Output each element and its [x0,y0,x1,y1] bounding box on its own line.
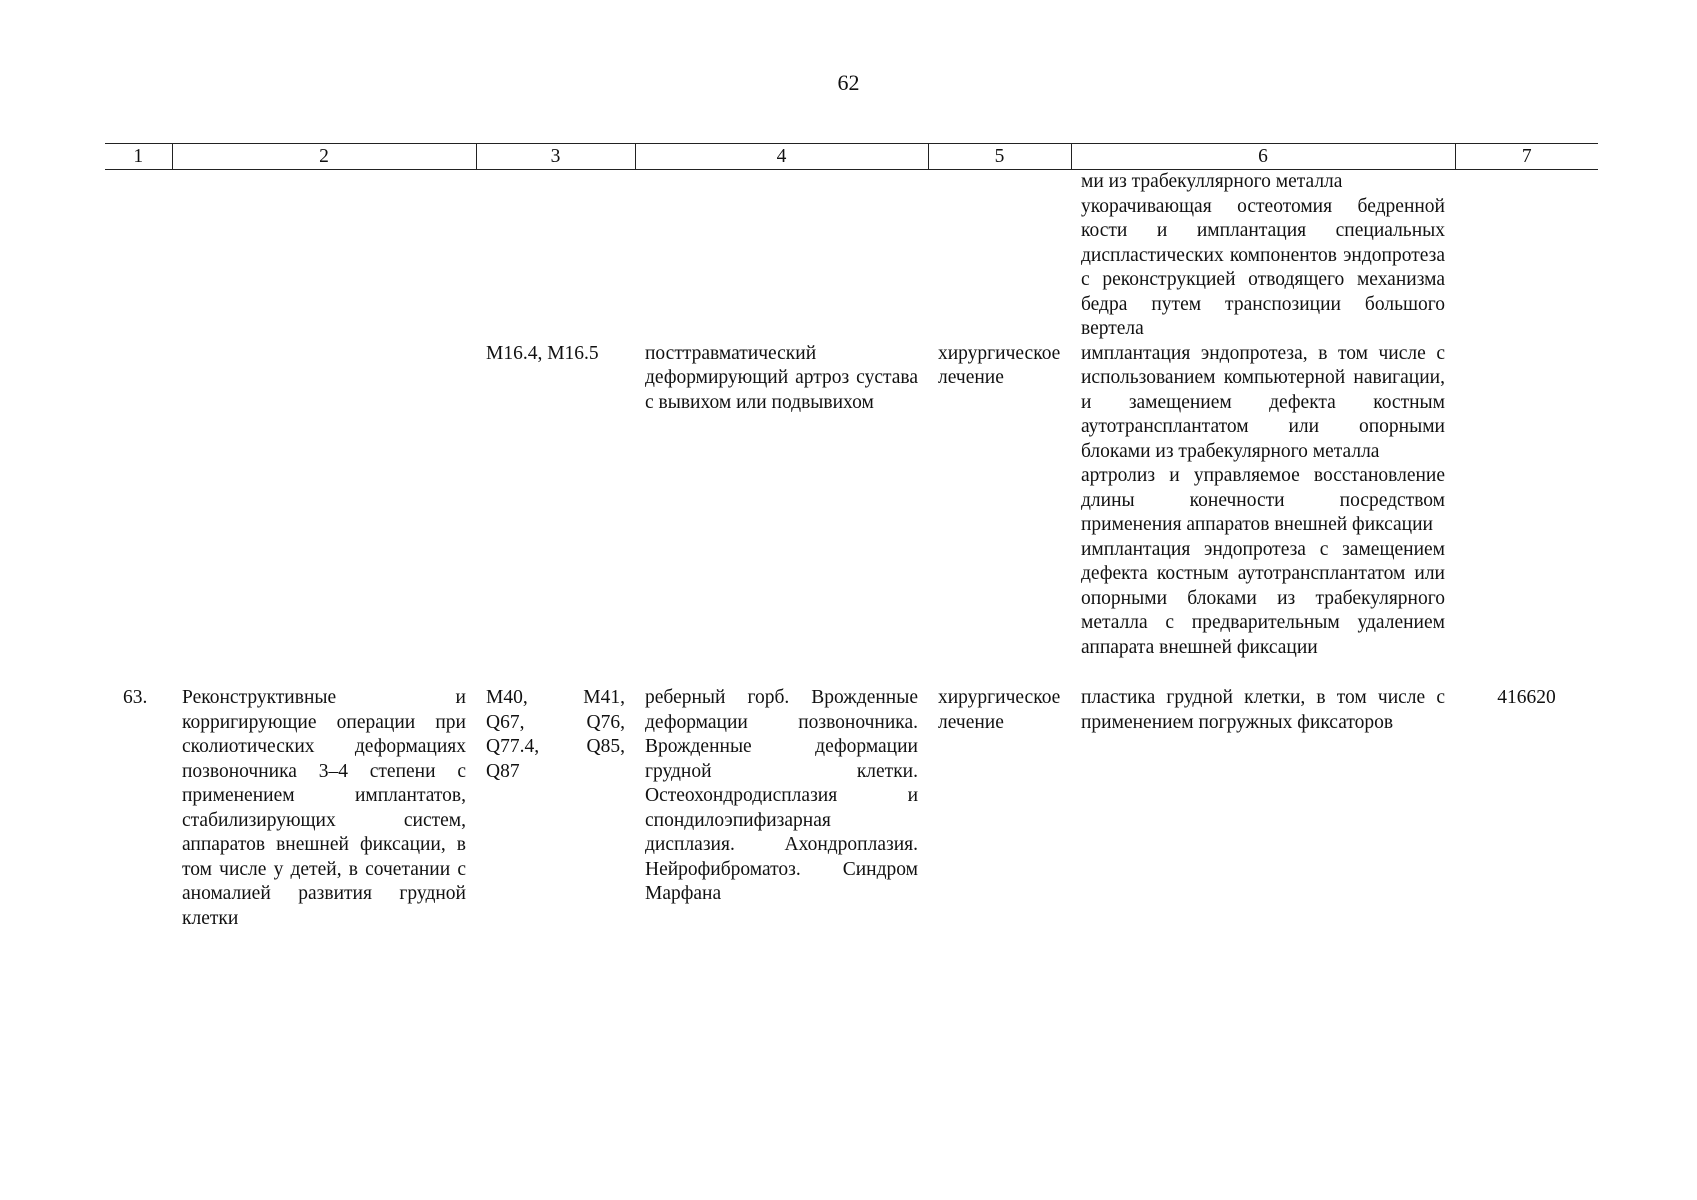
table-row-continued [105,170,1598,342]
icd-code: Q77.4, [486,736,540,757]
diagnosis-cell: реберный горб. Врожденные деформации позвоночника. Врожденные деформации грудной клетки. Остеохондродисплазия и спондилоэпифизарная дисплазия. Ахондроплазия. Нейрофиброматоз. Синдром Марфана [645,687,918,904]
medical-care-table [105,143,1598,931]
method-item: артролиз и управляемое восстановление длины конечности посредством применения аппаратов внешней фиксации [1081,465,1445,535]
method-item: имплантация эндопротеза, в том числе с использованием компьютерной навигации, и замещением дефекта костным аутотрансплантатом или опорными блоками из трабекулярного металла [1081,342,1445,462]
icd-code [556,760,626,785]
column-header-7: 7 [1455,144,1598,170]
page-number: 62 [837,70,860,95]
method-item: имплантация эндопротеза с замещением дефекта костным аутотрансплантатом или опорными блоками из трабекулярного металла с предварительным удалением аппарата внешней фиксации [1081,538,1445,658]
table-row-63 [105,686,1598,931]
method-item: укорачивающая остеотомия бедренной кости и имплантация специальных диспластических компонентов эндопротеза с реконструкцией отводящего механизма бедра путем транспозиции большого вертела [1081,195,1445,339]
diagnosis-cell: посттравматический деформирующий артроз сустава с вывихом или подвывихом [645,342,918,413]
icd-code: M40, [486,687,528,708]
treatment-type-cell: хирургическое лечение [938,687,1061,733]
icd-codes-cell [476,686,635,931]
icd-code: Q85, [586,736,625,757]
column-header-5: 5 [928,144,1071,170]
table-row-m16 [105,342,1598,661]
row-number: 63. [123,687,148,708]
procedure-name-cell: Реконструктивные и корригирующие операции при сколиотических деформациях позвоночника 3–4 степени с применением имплантатов, стабилизирующих систем, аппаратов внешней фиксации, в том числе у детей, в сочетании с аномалией развития грудной клетки [182,687,466,929]
icd-code: Q87 [486,760,520,782]
methods-cell: пластика грудной клетки, в том числе с применением погружных фиксаторов [1081,687,1445,733]
column-header-6: 6 [1071,144,1455,170]
column-header-2: 2 [172,144,476,170]
icd-code: M41, [583,687,625,708]
methods-cell [1071,342,1455,661]
column-header-3: 3 [476,144,635,170]
icd-code: Q76, [586,711,625,733]
treatment-type-cell: хирургическое лечение [938,342,1061,388]
column-header-4: 4 [635,144,928,170]
method-item: ми из трабекуллярного металла [1081,171,1343,192]
icd-codes-cell: M16.4, M16.5 [486,342,599,364]
icd-code: Q67, [486,711,525,733]
column-number-header-row [105,144,1598,170]
methods-cell-continued [1071,170,1455,342]
column-header-1: 1 [105,144,172,170]
cost-cell: 416620 [1497,687,1556,708]
icd-codes-list [486,686,625,784]
